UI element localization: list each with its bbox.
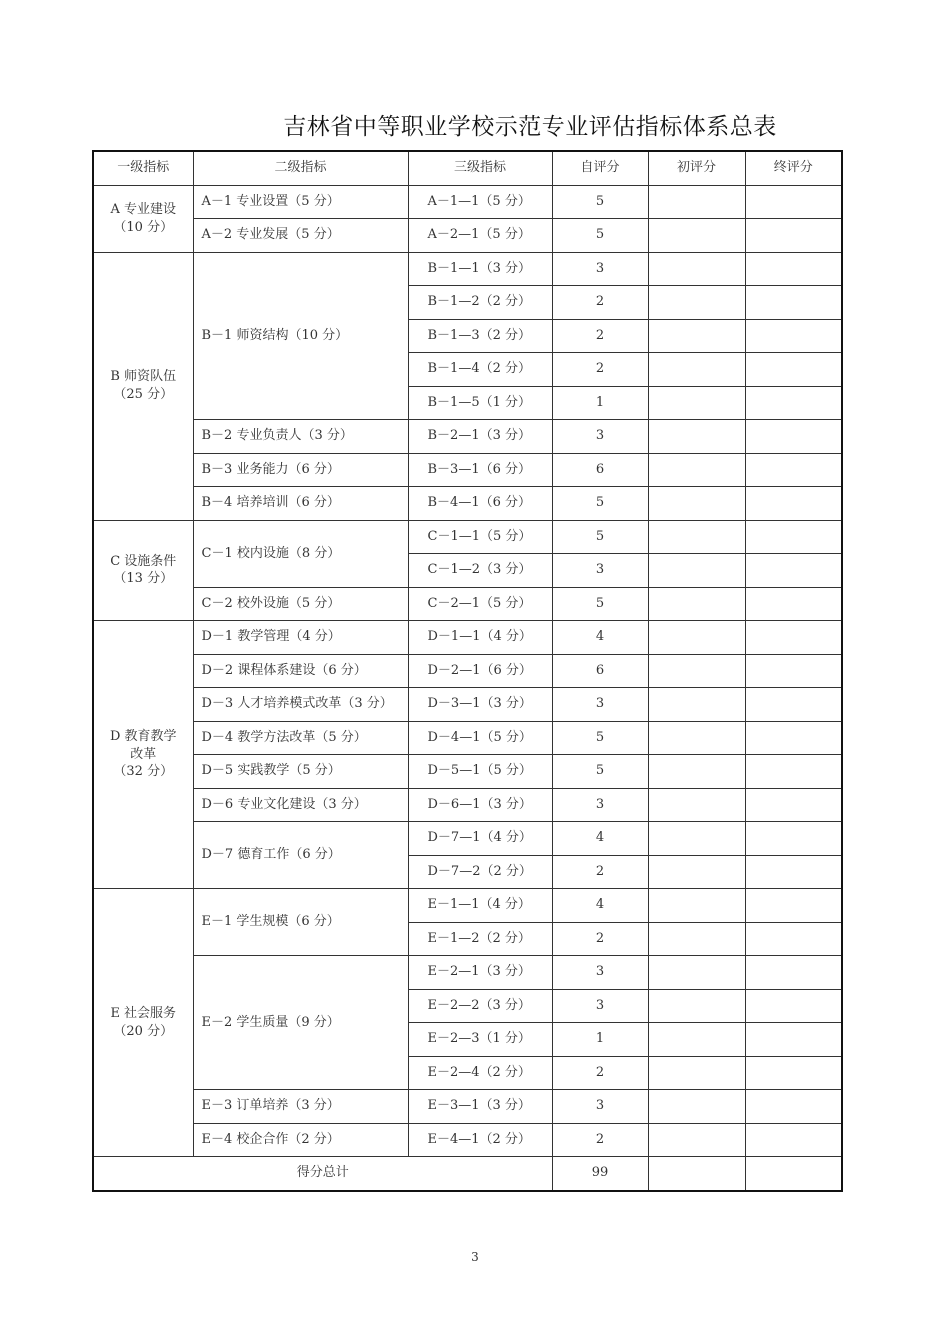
- total-self-score: 99: [552, 1157, 648, 1191]
- level2-indicator: D－1 教学管理（4 分）: [193, 621, 408, 655]
- initial-score-cell[interactable]: [648, 889, 745, 923]
- table-row: [93, 721, 842, 755]
- initial-score-cell[interactable]: [648, 654, 745, 688]
- total-row: [93, 1157, 842, 1191]
- self-score-cell: 2: [552, 1056, 648, 1090]
- table-row: [93, 453, 842, 487]
- initial-score-cell[interactable]: [648, 420, 745, 454]
- level3-indicator: B－1—3（2 分）: [408, 319, 552, 353]
- level3-indicator: C－1—1（5 分）: [408, 520, 552, 554]
- level3-indicator: B－1—4（2 分）: [408, 353, 552, 387]
- level3-indicator: D－5—1（5 分）: [408, 755, 552, 789]
- self-score-cell: 5: [552, 219, 648, 253]
- level2-indicator: B－4 培养培训（6 分）: [193, 487, 408, 521]
- final-score-cell[interactable]: [745, 1056, 842, 1090]
- final-score-cell[interactable]: [745, 353, 842, 387]
- final-score-cell[interactable]: [745, 956, 842, 990]
- level2-indicator: E－3 订单培养（3 分）: [193, 1090, 408, 1124]
- initial-score-cell[interactable]: [648, 721, 745, 755]
- level2-indicator: D－5 实践教学（5 分）: [193, 755, 408, 789]
- final-score-cell[interactable]: [745, 654, 842, 688]
- initial-score-cell[interactable]: [648, 252, 745, 286]
- level2-indicator: C－1 校内设施（8 分）: [193, 520, 408, 587]
- level3-indicator: C－1—2（3 分）: [408, 554, 552, 588]
- total-final-score[interactable]: [745, 1157, 842, 1191]
- level2-indicator: B－1 师资结构（10 分）: [193, 252, 408, 420]
- level3-indicator: B－1—1（3 分）: [408, 252, 552, 286]
- table-row: [93, 520, 842, 554]
- self-score-cell: 5: [552, 721, 648, 755]
- level1-indicator: E 社会服务 （20 分）: [93, 889, 193, 1157]
- level2-indicator: D－6 专业文化建设（3 分）: [193, 788, 408, 822]
- final-score-cell[interactable]: [745, 922, 842, 956]
- table-row: [93, 822, 842, 856]
- level2-indicator: D－4 教学方法改革（5 分）: [193, 721, 408, 755]
- self-score-cell: 1: [552, 386, 648, 420]
- final-score-cell[interactable]: [745, 319, 842, 353]
- initial-score-cell[interactable]: [648, 353, 745, 387]
- initial-score-cell[interactable]: [648, 956, 745, 990]
- final-score-cell[interactable]: [745, 688, 842, 722]
- total-label: 得分总计: [93, 1157, 552, 1191]
- self-score-cell: 3: [552, 788, 648, 822]
- initial-score-cell[interactable]: [648, 453, 745, 487]
- final-score-cell[interactable]: [745, 453, 842, 487]
- self-score-cell: 6: [552, 654, 648, 688]
- final-score-cell[interactable]: [745, 989, 842, 1023]
- table-row: [93, 219, 842, 253]
- self-score-cell: 5: [552, 755, 648, 789]
- header-final-score: 终评分: [745, 151, 842, 185]
- final-score-cell[interactable]: [745, 1090, 842, 1124]
- level3-indicator: B－1—5（1 分）: [408, 386, 552, 420]
- final-score-cell[interactable]: [745, 855, 842, 889]
- table-row: [93, 587, 842, 621]
- table-row: [93, 1090, 842, 1124]
- self-score-cell: 3: [552, 989, 648, 1023]
- level2-indicator: C－2 校外设施（5 分）: [193, 587, 408, 621]
- evaluation-table: [92, 150, 843, 1192]
- final-score-cell[interactable]: [745, 889, 842, 923]
- table-row: [93, 889, 842, 923]
- level3-indicator: E－2—3（1 分）: [408, 1023, 552, 1057]
- table-row: [93, 956, 842, 990]
- initial-score-cell[interactable]: [648, 185, 745, 219]
- self-score-cell: 5: [552, 587, 648, 621]
- final-score-cell[interactable]: [745, 219, 842, 253]
- table-row: [93, 487, 842, 521]
- level1-indicator: A 专业建设 （10 分）: [93, 185, 193, 252]
- self-score-cell: 3: [552, 1090, 648, 1124]
- final-score-cell[interactable]: [745, 755, 842, 789]
- final-score-cell[interactable]: [745, 1023, 842, 1057]
- level2-indicator: A－1 专业设置（5 分）: [193, 185, 408, 219]
- header-level3: 三级指标: [408, 151, 552, 185]
- level3-indicator: A－2—1（5 分）: [408, 219, 552, 253]
- self-score-cell: 3: [552, 688, 648, 722]
- initial-score-cell[interactable]: [648, 989, 745, 1023]
- final-score-cell[interactable]: [745, 252, 842, 286]
- final-score-cell[interactable]: [745, 286, 842, 320]
- final-score-cell[interactable]: [745, 788, 842, 822]
- self-score-cell: 2: [552, 286, 648, 320]
- level3-indicator: D－7—2（2 分）: [408, 855, 552, 889]
- initial-score-cell[interactable]: [648, 554, 745, 588]
- table-row: [93, 185, 842, 219]
- initial-score-cell[interactable]: [648, 688, 745, 722]
- initial-score-cell[interactable]: [648, 319, 745, 353]
- table-row: [93, 621, 842, 655]
- total-initial-score[interactable]: [648, 1157, 745, 1191]
- level2-indicator: A－2 专业发展（5 分）: [193, 219, 408, 253]
- page-title: 吉林省中等职业学校示范专业评估指标体系总表: [283, 114, 777, 140]
- self-score-cell: 3: [552, 554, 648, 588]
- initial-score-cell[interactable]: [648, 621, 745, 655]
- table-row: [93, 420, 842, 454]
- header-level2: 二级指标: [193, 151, 408, 185]
- self-score-cell: 2: [552, 922, 648, 956]
- level1-indicator: D 教育教学 改革 （32 分）: [93, 621, 193, 889]
- final-score-cell[interactable]: [745, 386, 842, 420]
- level2-indicator: D－3 人才培养模式改革（3 分）: [193, 688, 408, 722]
- initial-score-cell[interactable]: [648, 922, 745, 956]
- table-row: [93, 755, 842, 789]
- level3-indicator: E－4—1（2 分）: [408, 1123, 552, 1157]
- self-score-cell: 3: [552, 956, 648, 990]
- table-header-row: [93, 151, 842, 185]
- level3-indicator: E－2—1（3 分）: [408, 956, 552, 990]
- page-number: 3: [471, 1250, 479, 1264]
- initial-score-cell[interactable]: [648, 487, 745, 521]
- initial-score-cell[interactable]: [648, 755, 745, 789]
- level3-indicator: D－1—1（4 分）: [408, 621, 552, 655]
- level2-indicator: E－2 学生质量（9 分）: [193, 956, 408, 1090]
- header-level1: 一级指标: [93, 151, 193, 185]
- level3-indicator: A－1—1（5 分）: [408, 185, 552, 219]
- initial-score-cell[interactable]: [648, 788, 745, 822]
- level3-indicator: D－4—1（5 分）: [408, 721, 552, 755]
- initial-score-cell[interactable]: [648, 520, 745, 554]
- final-score-cell[interactable]: [745, 621, 842, 655]
- self-score-cell: 5: [552, 520, 648, 554]
- initial-score-cell[interactable]: [648, 386, 745, 420]
- level2-indicator: E－1 学生规模（6 分）: [193, 889, 408, 956]
- self-score-cell: 4: [552, 889, 648, 923]
- level2-indicator: D－7 德育工作（6 分）: [193, 822, 408, 889]
- level2-indicator: E－4 校企合作（2 分）: [193, 1123, 408, 1157]
- level3-indicator: D－3—1（3 分）: [408, 688, 552, 722]
- level3-indicator: D－7—1（4 分）: [408, 822, 552, 856]
- final-score-cell[interactable]: [745, 520, 842, 554]
- self-score-cell: 4: [552, 822, 648, 856]
- initial-score-cell[interactable]: [648, 1056, 745, 1090]
- final-score-cell[interactable]: [745, 721, 842, 755]
- self-score-cell: 6: [552, 453, 648, 487]
- initial-score-cell[interactable]: [648, 1123, 745, 1157]
- header-initial-score: 初评分: [648, 151, 745, 185]
- initial-score-cell[interactable]: [648, 1090, 745, 1124]
- table-row: [93, 788, 842, 822]
- final-score-cell[interactable]: [745, 554, 842, 588]
- self-score-cell: 2: [552, 319, 648, 353]
- level3-indicator: E－1—1（4 分）: [408, 889, 552, 923]
- self-score-cell: 2: [552, 353, 648, 387]
- final-score-cell[interactable]: [745, 185, 842, 219]
- level1-indicator: C 设施条件 （13 分）: [93, 520, 193, 621]
- initial-score-cell[interactable]: [648, 822, 745, 856]
- final-score-cell[interactable]: [745, 1123, 842, 1157]
- level1-indicator: B 师资队伍 （25 分）: [93, 252, 193, 520]
- table-row: [93, 1123, 842, 1157]
- self-score-cell: 1: [552, 1023, 648, 1057]
- header-self-score: 自评分: [552, 151, 648, 185]
- table-row: [93, 654, 842, 688]
- final-score-cell[interactable]: [745, 487, 842, 521]
- level2-indicator: D－2 课程体系建设（6 分）: [193, 654, 408, 688]
- level3-indicator: E－3—1（3 分）: [408, 1090, 552, 1124]
- table-body: [93, 185, 842, 1191]
- level3-indicator: C－2—1（5 分）: [408, 587, 552, 621]
- table-row: [93, 688, 842, 722]
- level2-indicator: B－2 专业负责人（3 分）: [193, 420, 408, 454]
- level3-indicator: E－2—2（3 分）: [408, 989, 552, 1023]
- self-score-cell: 4: [552, 621, 648, 655]
- self-score-cell: 5: [552, 487, 648, 521]
- self-score-cell: 2: [552, 855, 648, 889]
- final-score-cell[interactable]: [745, 587, 842, 621]
- self-score-cell: 3: [552, 252, 648, 286]
- level3-indicator: D－2—1（6 分）: [408, 654, 552, 688]
- table-row: [93, 252, 842, 286]
- initial-score-cell[interactable]: [648, 286, 745, 320]
- initial-score-cell[interactable]: [648, 855, 745, 889]
- self-score-cell: 2: [552, 1123, 648, 1157]
- level2-indicator: B－3 业务能力（6 分）: [193, 453, 408, 487]
- level3-indicator: B－2—1（3 分）: [408, 420, 552, 454]
- level3-indicator: D－6—1（3 分）: [408, 788, 552, 822]
- self-score-cell: 3: [552, 420, 648, 454]
- level3-indicator: B－4—1（6 分）: [408, 487, 552, 521]
- initial-score-cell[interactable]: [648, 1023, 745, 1057]
- final-score-cell[interactable]: [745, 420, 842, 454]
- level3-indicator: B－1—2（2 分）: [408, 286, 552, 320]
- self-score-cell: 5: [552, 185, 648, 219]
- level3-indicator: E－1—2（2 分）: [408, 922, 552, 956]
- level3-indicator: E－2—4（2 分）: [408, 1056, 552, 1090]
- level3-indicator: B－3—1（6 分）: [408, 453, 552, 487]
- final-score-cell[interactable]: [745, 822, 842, 856]
- initial-score-cell[interactable]: [648, 587, 745, 621]
- initial-score-cell[interactable]: [648, 219, 745, 253]
